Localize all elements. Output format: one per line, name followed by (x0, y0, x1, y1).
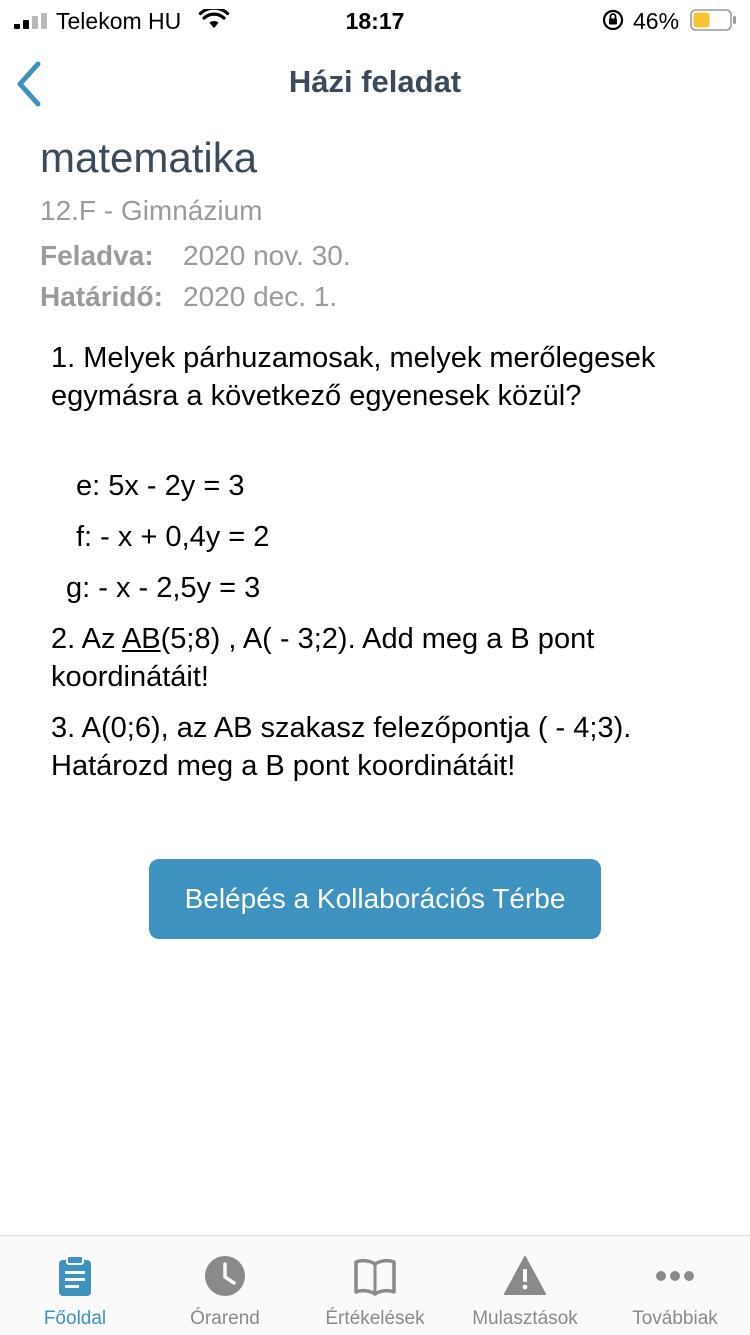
assigned-date: 2020 nov. 30. (183, 240, 351, 271)
equation-f: f: - x + 0,4y = 2 (76, 521, 270, 553)
book-icon (353, 1254, 397, 1298)
assigned-label: Feladva: (40, 240, 154, 271)
task-2 (51, 620, 701, 696)
due-label: Határidő: (40, 281, 163, 312)
collaboration-space-button[interactable]: Belépés a Kollaborációs Térbe (149, 859, 601, 939)
tab-label: Mulasztások (472, 1308, 578, 1329)
tab-label: Értékelések (325, 1308, 425, 1329)
page-title: Házi feladat (288, 64, 462, 99)
more-icon (653, 1254, 697, 1298)
class-name: 12.F - Gimnázium (40, 195, 263, 226)
tab-more[interactable] (600, 1236, 750, 1335)
task-2-prefix: 2. Az (51, 623, 122, 655)
tab-timetable[interactable] (150, 1236, 300, 1335)
homework-content (51, 339, 701, 782)
task-2-text: (5;8) , A( - 3;2). Add meg a B pont koordinátáit! (51, 623, 595, 693)
tab-grades[interactable] (300, 1236, 450, 1335)
battery-icon (690, 9, 736, 31)
tab-label: Továbbiak (632, 1308, 718, 1329)
task-2-vector: AB (121, 623, 161, 655)
tab-absences[interactable] (450, 1236, 600, 1335)
tab-home[interactable] (0, 1236, 150, 1335)
status-bar (0, 0, 750, 40)
clock-icon (203, 1254, 247, 1298)
carrier-name: Telekom HU (56, 8, 182, 34)
subject-title: matematika (40, 134, 258, 181)
due-date: 2020 dec. 1. (183, 281, 338, 312)
due-row (40, 281, 337, 313)
tab-bar (0, 1235, 750, 1335)
status-time: 18:17 (345, 8, 405, 34)
tab-label: Órarend (190, 1308, 260, 1329)
tab-label: Főoldal (43, 1308, 107, 1329)
assigned-row (40, 240, 351, 272)
task-3: 3. A(0;6), az AB szakasz felezőpontja ( - 4;3). Határozd meg a B pont koordinátáit! (51, 712, 632, 782)
clipboard-icon (53, 1254, 97, 1298)
warning-icon (503, 1254, 547, 1298)
equation-g: g: - x - 2,5y = 3 (66, 572, 261, 604)
navigation-bar (0, 44, 750, 124)
equation-e: e: 5x - 2y = 3 (76, 470, 245, 502)
rotation-lock-icon (602, 9, 624, 31)
task-1: 1. Melyek párhuzamosak, melyek merőlegesek egymásra a következő egyenesek közül? (51, 342, 656, 412)
battery-percentage: 46% (633, 8, 680, 34)
